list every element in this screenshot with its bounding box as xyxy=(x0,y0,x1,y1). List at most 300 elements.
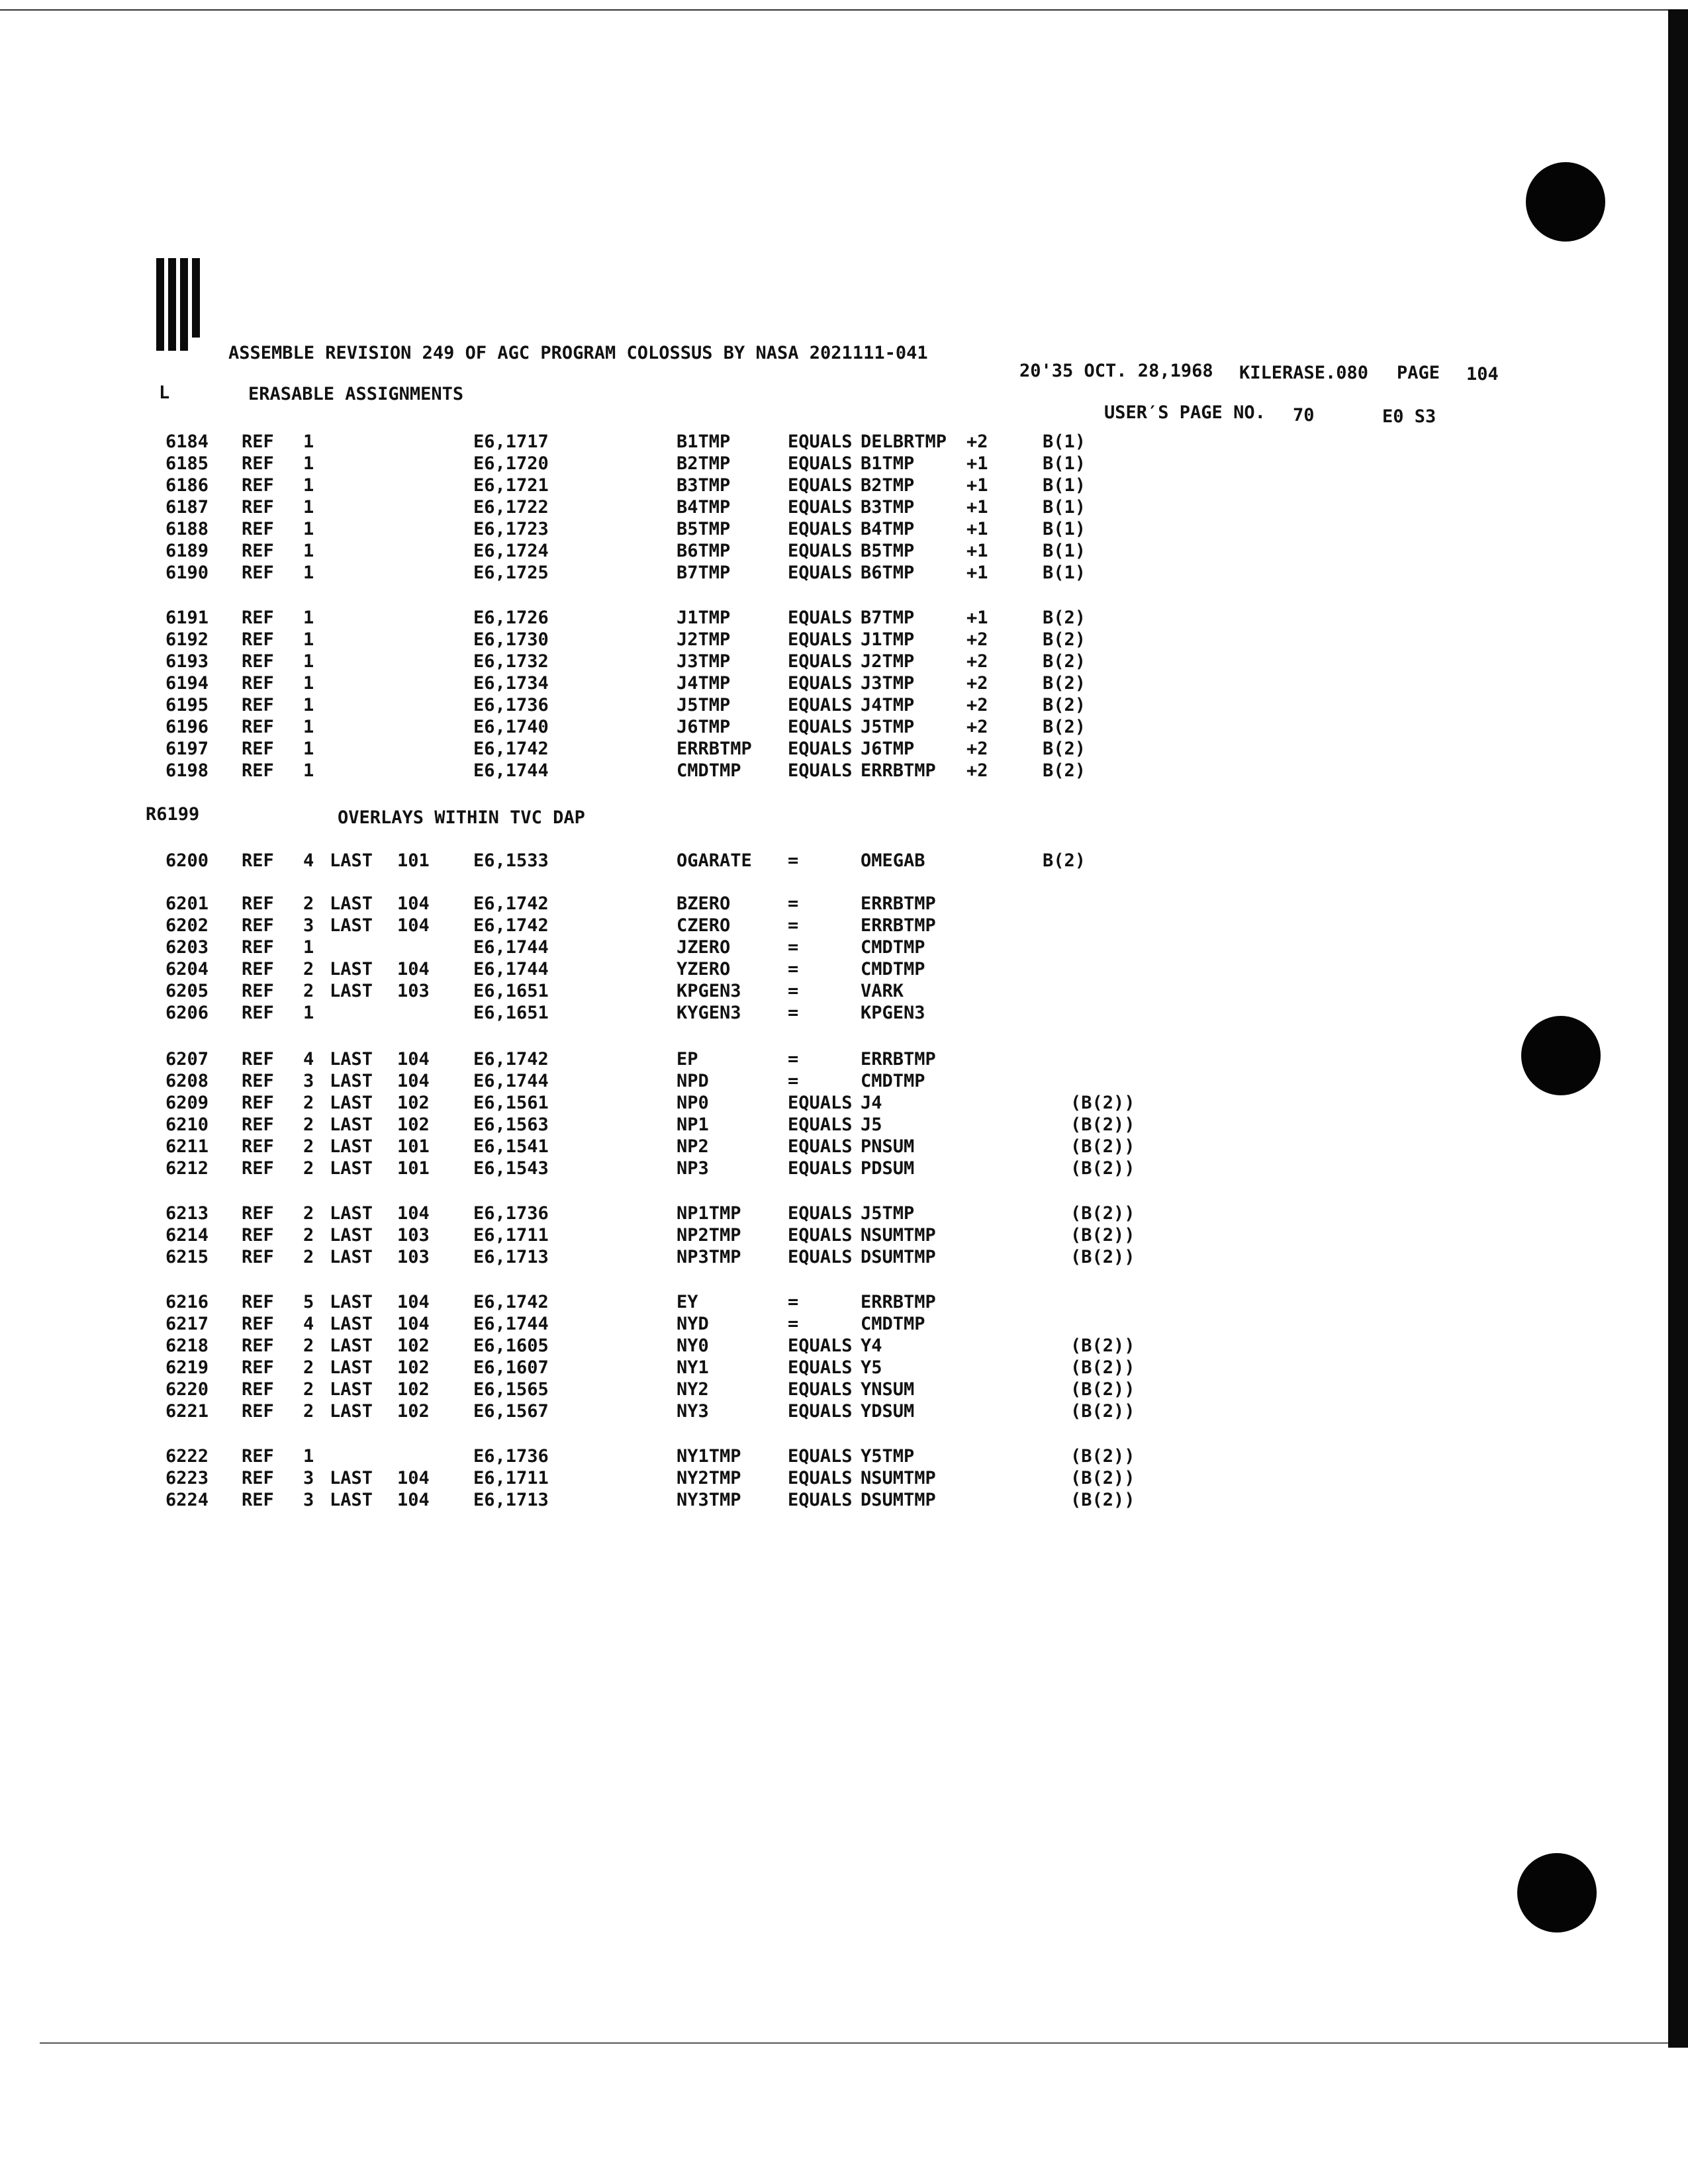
seq-number: 6206 xyxy=(165,1003,209,1023)
ref-count: 4 xyxy=(303,1049,314,1069)
last-page: 104 xyxy=(397,915,430,936)
ref-count: 2 xyxy=(303,1225,314,1246)
ref-count: 2 xyxy=(303,1203,314,1224)
erasable-address: E6,1742 xyxy=(473,1292,549,1312)
increment: +2 xyxy=(966,651,988,672)
operand: J2TMP xyxy=(861,651,915,672)
last-label: LAST xyxy=(330,1292,373,1312)
seq-number: 6196 xyxy=(165,717,209,737)
symbol-name: BZERO xyxy=(677,893,731,914)
ref-count: 1 xyxy=(303,739,314,759)
operand: CMDTMP xyxy=(861,1071,925,1091)
erasable-address: E6,1744 xyxy=(473,937,549,958)
punch-hole xyxy=(1517,1853,1597,1933)
operand: B3TMP xyxy=(861,497,915,518)
opcode: EQUALS xyxy=(788,629,853,650)
operand: PDSUM xyxy=(861,1158,915,1179)
erasable-address: E6,1724 xyxy=(473,541,549,561)
bank-tag: B(2) xyxy=(1043,673,1086,694)
operand: J4TMP xyxy=(861,695,915,715)
ref-flag: REF xyxy=(242,651,274,672)
erasable-address: E6,1734 xyxy=(473,673,549,694)
listing-title: ASSEMBLE REVISION 249 OF AGC PROGRAM COLOSSUS BY NASA 2021111-041 xyxy=(228,343,928,363)
bank-tag: (B(2)) xyxy=(1070,1379,1135,1400)
operand: CMDTMP xyxy=(861,937,925,958)
ref-flag: REF xyxy=(242,695,274,715)
ref-flag: REF xyxy=(242,563,274,583)
ref-flag: REF xyxy=(242,1468,274,1488)
ref-count: 1 xyxy=(303,453,314,474)
operand: Y5 xyxy=(861,1357,882,1378)
operand: Y5TMP xyxy=(861,1446,915,1467)
erasable-address: E6,1736 xyxy=(473,1446,549,1467)
ref-flag: REF xyxy=(242,1379,274,1400)
ref-flag: REF xyxy=(242,1071,274,1091)
last-label: LAST xyxy=(330,1336,373,1356)
ref-flag: REF xyxy=(242,893,274,914)
operand: Y4 xyxy=(861,1336,882,1356)
ref-count: 2 xyxy=(303,1401,314,1422)
operand: DELBRTMP xyxy=(861,432,947,452)
opcode: EQUALS xyxy=(788,453,853,474)
operand: J5TMP xyxy=(861,1203,915,1224)
last-label: LAST xyxy=(330,1071,373,1091)
ref-flag: REF xyxy=(242,673,274,694)
seq-number: 6208 xyxy=(165,1071,209,1091)
opcode: = xyxy=(788,981,799,1001)
ref-flag: REF xyxy=(242,475,274,496)
last-label: LAST xyxy=(330,1136,373,1157)
erasable-address: E6,1717 xyxy=(473,432,549,452)
bank-tag: (B(2)) xyxy=(1070,1357,1135,1378)
ref-count: 3 xyxy=(303,915,314,936)
table-row xyxy=(0,497,1668,521)
operand: B6TMP xyxy=(861,563,915,583)
opcode: EQUALS xyxy=(788,673,853,694)
erasable-address: E6,1721 xyxy=(473,475,549,496)
seq-number: 6200 xyxy=(165,850,209,871)
section-title: ERASABLE ASSIGNMENTS xyxy=(248,384,464,404)
symbol-name: NY2TMP xyxy=(677,1468,741,1488)
opcode: EQUALS xyxy=(788,1379,853,1400)
opcode: EQUALS xyxy=(788,608,853,628)
seq-number: 6185 xyxy=(165,453,209,474)
bank-tag: B(2) xyxy=(1043,629,1086,650)
last-label: LAST xyxy=(330,1225,373,1246)
symbol-name: KYGEN3 xyxy=(677,1003,741,1023)
bank-tag: (B(2)) xyxy=(1070,1093,1135,1113)
opcode: = xyxy=(788,850,799,871)
table-row xyxy=(0,760,1668,784)
erasable-address: E6,1720 xyxy=(473,453,549,474)
increment: +1 xyxy=(966,563,988,583)
ref-count: 3 xyxy=(303,1071,314,1091)
operand: NSUMTMP xyxy=(861,1468,936,1488)
bank-tag: B(1) xyxy=(1043,497,1086,518)
page-label: PAGE xyxy=(1397,363,1440,383)
erasable-address: E6,1732 xyxy=(473,651,549,672)
erasable-address: E6,1533 xyxy=(473,850,549,871)
listing-timestamp: 20'35 OCT. 28,1968 xyxy=(1019,361,1213,381)
opcode: = xyxy=(788,1003,799,1023)
ref-flag: REF xyxy=(242,1446,274,1467)
seq-number: 6190 xyxy=(165,563,209,583)
opcode: EQUALS xyxy=(788,1203,853,1224)
seq-number: 6197 xyxy=(165,739,209,759)
symbol-name: NP2 xyxy=(677,1136,709,1157)
symbol-name: NP1TMP xyxy=(677,1203,741,1224)
opcode: EQUALS xyxy=(788,1093,853,1113)
increment: +1 xyxy=(966,453,988,474)
ref-count: 2 xyxy=(303,1379,314,1400)
erasable-address: E6,1722 xyxy=(473,497,549,518)
ref-flag: REF xyxy=(242,1292,274,1312)
opcode: EQUALS xyxy=(788,717,853,737)
operand: B4TMP xyxy=(861,519,915,539)
erasable-address: E6,1736 xyxy=(473,695,549,715)
table-row xyxy=(0,1357,1668,1381)
last-page: 104 xyxy=(397,1292,430,1312)
symbol-name: NY2 xyxy=(677,1379,709,1400)
seq-number: 6193 xyxy=(165,651,209,672)
ref-count: 2 xyxy=(303,981,314,1001)
ref-flag: REF xyxy=(242,981,274,1001)
erasable-address: E6,1744 xyxy=(473,1071,549,1091)
symbol-name: B7TMP xyxy=(677,563,731,583)
ref-flag: REF xyxy=(242,1049,274,1069)
symbol-name: JZERO xyxy=(677,937,731,958)
table-row xyxy=(0,1071,1668,1095)
erasable-address: E6,1742 xyxy=(473,739,549,759)
erasable-address: E6,1607 xyxy=(473,1357,549,1378)
bank-tag: (B(2)) xyxy=(1070,1203,1135,1224)
ref-flag: REF xyxy=(242,1136,274,1157)
table-row xyxy=(0,519,1668,543)
last-page: 104 xyxy=(397,1203,430,1224)
table-row xyxy=(0,432,1668,455)
bank-tag: B(1) xyxy=(1043,475,1086,496)
symbol-name: NP3TMP xyxy=(677,1247,741,1267)
operand: DSUMTMP xyxy=(861,1247,936,1267)
operand: OMEGAB xyxy=(861,850,925,871)
last-page: 101 xyxy=(397,1158,430,1179)
opcode: EQUALS xyxy=(788,1490,853,1510)
opcode: EQUALS xyxy=(788,695,853,715)
last-page: 104 xyxy=(397,1490,430,1510)
opcode: EQUALS xyxy=(788,1225,853,1246)
erasable-address: E6,1561 xyxy=(473,1093,549,1113)
last-page: 102 xyxy=(397,1401,430,1422)
ref-count: 1 xyxy=(303,519,314,539)
table-row xyxy=(0,959,1668,983)
increment: +1 xyxy=(966,519,988,539)
opcode: EQUALS xyxy=(788,651,853,672)
increment: +2 xyxy=(966,760,988,781)
operand: CMDTMP xyxy=(861,1314,925,1334)
ref-count: 1 xyxy=(303,937,314,958)
symbol-name: NY0 xyxy=(677,1336,709,1356)
last-page: 103 xyxy=(397,1225,430,1246)
table-row xyxy=(0,1003,1668,1026)
seq-number: 6189 xyxy=(165,541,209,561)
bank-tag: (B(2)) xyxy=(1070,1490,1135,1510)
bank-tag: B(1) xyxy=(1043,432,1086,452)
seq-number: 6186 xyxy=(165,475,209,496)
table-row xyxy=(0,629,1668,653)
symbol-name: J1TMP xyxy=(677,608,731,628)
seq-number: 6214 xyxy=(165,1225,209,1246)
erasable-address: E6,1651 xyxy=(473,981,549,1001)
erasable-address: E6,1711 xyxy=(473,1225,549,1246)
symbol-name: NY1 xyxy=(677,1357,709,1378)
seq-number: 6204 xyxy=(165,959,209,979)
ref-count: 1 xyxy=(303,717,314,737)
last-label: LAST xyxy=(330,1379,373,1400)
bank-tag: B(1) xyxy=(1043,519,1086,539)
opcode: = xyxy=(788,1314,799,1334)
last-label: LAST xyxy=(330,893,373,914)
operand: J3TMP xyxy=(861,673,915,694)
table-row xyxy=(0,673,1668,697)
erasable-address: E6,1723 xyxy=(473,519,549,539)
erasable-address: E6,1742 xyxy=(473,915,549,936)
bank-tag: B(2) xyxy=(1043,717,1086,737)
seq-number: 6213 xyxy=(165,1203,209,1224)
opcode: = xyxy=(788,1049,799,1069)
erasable-address: E6,1541 xyxy=(473,1136,549,1157)
seq-number: 6194 xyxy=(165,673,209,694)
erasable-address: E6,1711 xyxy=(473,1468,549,1488)
opcode: EQUALS xyxy=(788,475,853,496)
table-row xyxy=(0,1314,1668,1338)
increment: +2 xyxy=(966,432,988,452)
operand: B5TMP xyxy=(861,541,915,561)
symbol-name: B6TMP xyxy=(677,541,731,561)
increment: +2 xyxy=(966,695,988,715)
bottom-rule xyxy=(40,2042,1668,2044)
last-label: LAST xyxy=(330,850,373,871)
symbol-name: B1TMP xyxy=(677,432,731,452)
erasable-address: E6,1725 xyxy=(473,563,549,583)
bank-tag: (B(2)) xyxy=(1070,1468,1135,1488)
seq-number: 6222 xyxy=(165,1446,209,1467)
ref-flag: REF xyxy=(242,915,274,936)
symbol-name: B5TMP xyxy=(677,519,731,539)
listing-code: E0 S3 xyxy=(1382,406,1436,427)
bank-tag: B(2) xyxy=(1043,739,1086,759)
table-row xyxy=(0,1490,1668,1514)
table-row xyxy=(0,915,1668,939)
table-row xyxy=(0,1336,1668,1359)
last-label: LAST xyxy=(330,1158,373,1179)
symbol-name: NY3 xyxy=(677,1401,709,1422)
symbol-name: NP3 xyxy=(677,1158,709,1179)
bank-tag: B(2) xyxy=(1043,850,1086,871)
table-row xyxy=(0,651,1668,675)
last-label: LAST xyxy=(330,1468,373,1488)
ref-count: 1 xyxy=(303,497,314,518)
symbol-name: J4TMP xyxy=(677,673,731,694)
seq-number: 6219 xyxy=(165,1357,209,1378)
increment: +2 xyxy=(966,673,988,694)
last-page: 104 xyxy=(397,1468,430,1488)
seq-number: 6198 xyxy=(165,760,209,781)
increment: +1 xyxy=(966,475,988,496)
ref-count: 2 xyxy=(303,1357,314,1378)
section-marker: L xyxy=(159,383,170,403)
ref-flag: REF xyxy=(242,1247,274,1267)
last-label: LAST xyxy=(330,1093,373,1113)
last-page: 104 xyxy=(397,1049,430,1069)
last-page: 103 xyxy=(397,981,430,1001)
last-label: LAST xyxy=(330,915,373,936)
last-label: LAST xyxy=(330,1314,373,1334)
erasable-address: E6,1726 xyxy=(473,608,549,628)
ref-flag: REF xyxy=(242,1093,274,1113)
erasable-address: E6,1742 xyxy=(473,893,549,914)
ref-flag: REF xyxy=(242,1490,274,1510)
symbol-name: YZERO xyxy=(677,959,731,979)
opcode: = xyxy=(788,1292,799,1312)
table-row xyxy=(0,453,1668,477)
symbol-name: KPGEN3 xyxy=(677,981,741,1001)
last-label: LAST xyxy=(330,1247,373,1267)
seq-number: 6195 xyxy=(165,695,209,715)
ref-flag: REF xyxy=(242,1401,274,1422)
symbol-name: B2TMP xyxy=(677,453,731,474)
table-row xyxy=(0,717,1668,741)
table-row xyxy=(0,541,1668,565)
bank-tag: B(1) xyxy=(1043,541,1086,561)
opcode: EQUALS xyxy=(788,519,853,539)
ref-count: 1 xyxy=(303,1446,314,1467)
ref-flag: REF xyxy=(242,760,274,781)
table-row xyxy=(0,1049,1668,1073)
table-row xyxy=(0,1247,1668,1271)
seq-number: 6210 xyxy=(165,1115,209,1135)
seq-number: 6202 xyxy=(165,915,209,936)
last-page: 102 xyxy=(397,1093,430,1113)
opcode: EQUALS xyxy=(788,1468,853,1488)
bank-tag: (B(2)) xyxy=(1070,1225,1135,1246)
symbol-name: NP2TMP xyxy=(677,1225,741,1246)
ref-count: 1 xyxy=(303,760,314,781)
opcode: EQUALS xyxy=(788,563,853,583)
operand: ERRBTMP xyxy=(861,915,936,936)
ref-flag: REF xyxy=(242,1336,274,1356)
ref-count: 2 xyxy=(303,1115,314,1135)
table-row xyxy=(0,937,1668,961)
seq-number: 6221 xyxy=(165,1401,209,1422)
ref-flag: REF xyxy=(242,1158,274,1179)
ref-flag: REF xyxy=(242,937,274,958)
table-row xyxy=(0,850,1668,874)
operand: J5TMP xyxy=(861,717,915,737)
erasable-address: E6,1543 xyxy=(473,1158,549,1179)
symbol-name: B3TMP xyxy=(677,475,731,496)
erasable-address: E6,1713 xyxy=(473,1247,549,1267)
table-row xyxy=(0,1093,1668,1116)
operand: CMDTMP xyxy=(861,959,925,979)
seq-number: 6203 xyxy=(165,937,209,958)
operand: B2TMP xyxy=(861,475,915,496)
opcode: EQUALS xyxy=(788,432,853,452)
operand: B7TMP xyxy=(861,608,915,628)
last-label: LAST xyxy=(330,1490,373,1510)
operand: J6TMP xyxy=(861,739,915,759)
operand: J1TMP xyxy=(861,629,915,650)
increment: +1 xyxy=(966,608,988,628)
last-page: 102 xyxy=(397,1357,430,1378)
operand: PNSUM xyxy=(861,1136,915,1157)
bank-tag: (B(2)) xyxy=(1070,1158,1135,1179)
symbol-name: NP0 xyxy=(677,1093,709,1113)
ref-flag: REF xyxy=(242,717,274,737)
symbol-name: NPD xyxy=(677,1071,709,1091)
last-label: LAST xyxy=(330,1203,373,1224)
symbol-name: CZERO xyxy=(677,915,731,936)
erasable-address: E6,1605 xyxy=(473,1336,549,1356)
ref-flag: REF xyxy=(242,1225,274,1246)
last-label: LAST xyxy=(330,1049,373,1069)
ref-count: 4 xyxy=(303,1314,314,1334)
table-row xyxy=(0,1401,1668,1425)
seq-number: 6211 xyxy=(165,1136,209,1157)
last-label: LAST xyxy=(330,1115,373,1135)
opcode: EQUALS xyxy=(788,1446,853,1467)
operand: KPGEN3 xyxy=(861,1003,925,1023)
last-page: 104 xyxy=(397,1071,430,1091)
symbol-name: EY xyxy=(677,1292,698,1312)
symbol-name: J2TMP xyxy=(677,629,731,650)
opcode: = xyxy=(788,915,799,936)
increment: +2 xyxy=(966,629,988,650)
ref-count: 2 xyxy=(303,1093,314,1113)
operand: YNSUM xyxy=(861,1379,915,1400)
table-row xyxy=(0,739,1668,762)
operand: J5 xyxy=(861,1115,882,1135)
erasable-address: E6,1744 xyxy=(473,760,549,781)
operand: NSUMTMP xyxy=(861,1225,936,1246)
erasable-address: E6,1567 xyxy=(473,1401,549,1422)
last-page: 102 xyxy=(397,1336,430,1356)
table-row xyxy=(0,893,1668,917)
seq-number: 6192 xyxy=(165,629,209,650)
seq-number: 6184 xyxy=(165,432,209,452)
bank-tag: B(1) xyxy=(1043,563,1086,583)
opcode: EQUALS xyxy=(788,1401,853,1422)
symbol-name: CMDTMP xyxy=(677,760,741,781)
erasable-address: E6,1730 xyxy=(473,629,549,650)
ref-flag: REF xyxy=(242,608,274,628)
symbol-name: OGARATE xyxy=(677,850,752,871)
seq-number: 6188 xyxy=(165,519,209,539)
binder-mark xyxy=(154,258,207,357)
ref-flag: REF xyxy=(242,850,274,871)
last-page: 104 xyxy=(397,1314,430,1334)
ref-count: 2 xyxy=(303,1247,314,1267)
opcode: EQUALS xyxy=(788,1115,853,1135)
ref-count: 2 xyxy=(303,1336,314,1356)
ref-count: 2 xyxy=(303,893,314,914)
ref-flag: REF xyxy=(242,432,274,452)
symbol-name: NY1TMP xyxy=(677,1446,741,1467)
operand: DSUMTMP xyxy=(861,1490,936,1510)
seq-number: 6215 xyxy=(165,1247,209,1267)
last-page: 103 xyxy=(397,1247,430,1267)
ref-count: 3 xyxy=(303,1468,314,1488)
top-rule xyxy=(0,9,1668,11)
